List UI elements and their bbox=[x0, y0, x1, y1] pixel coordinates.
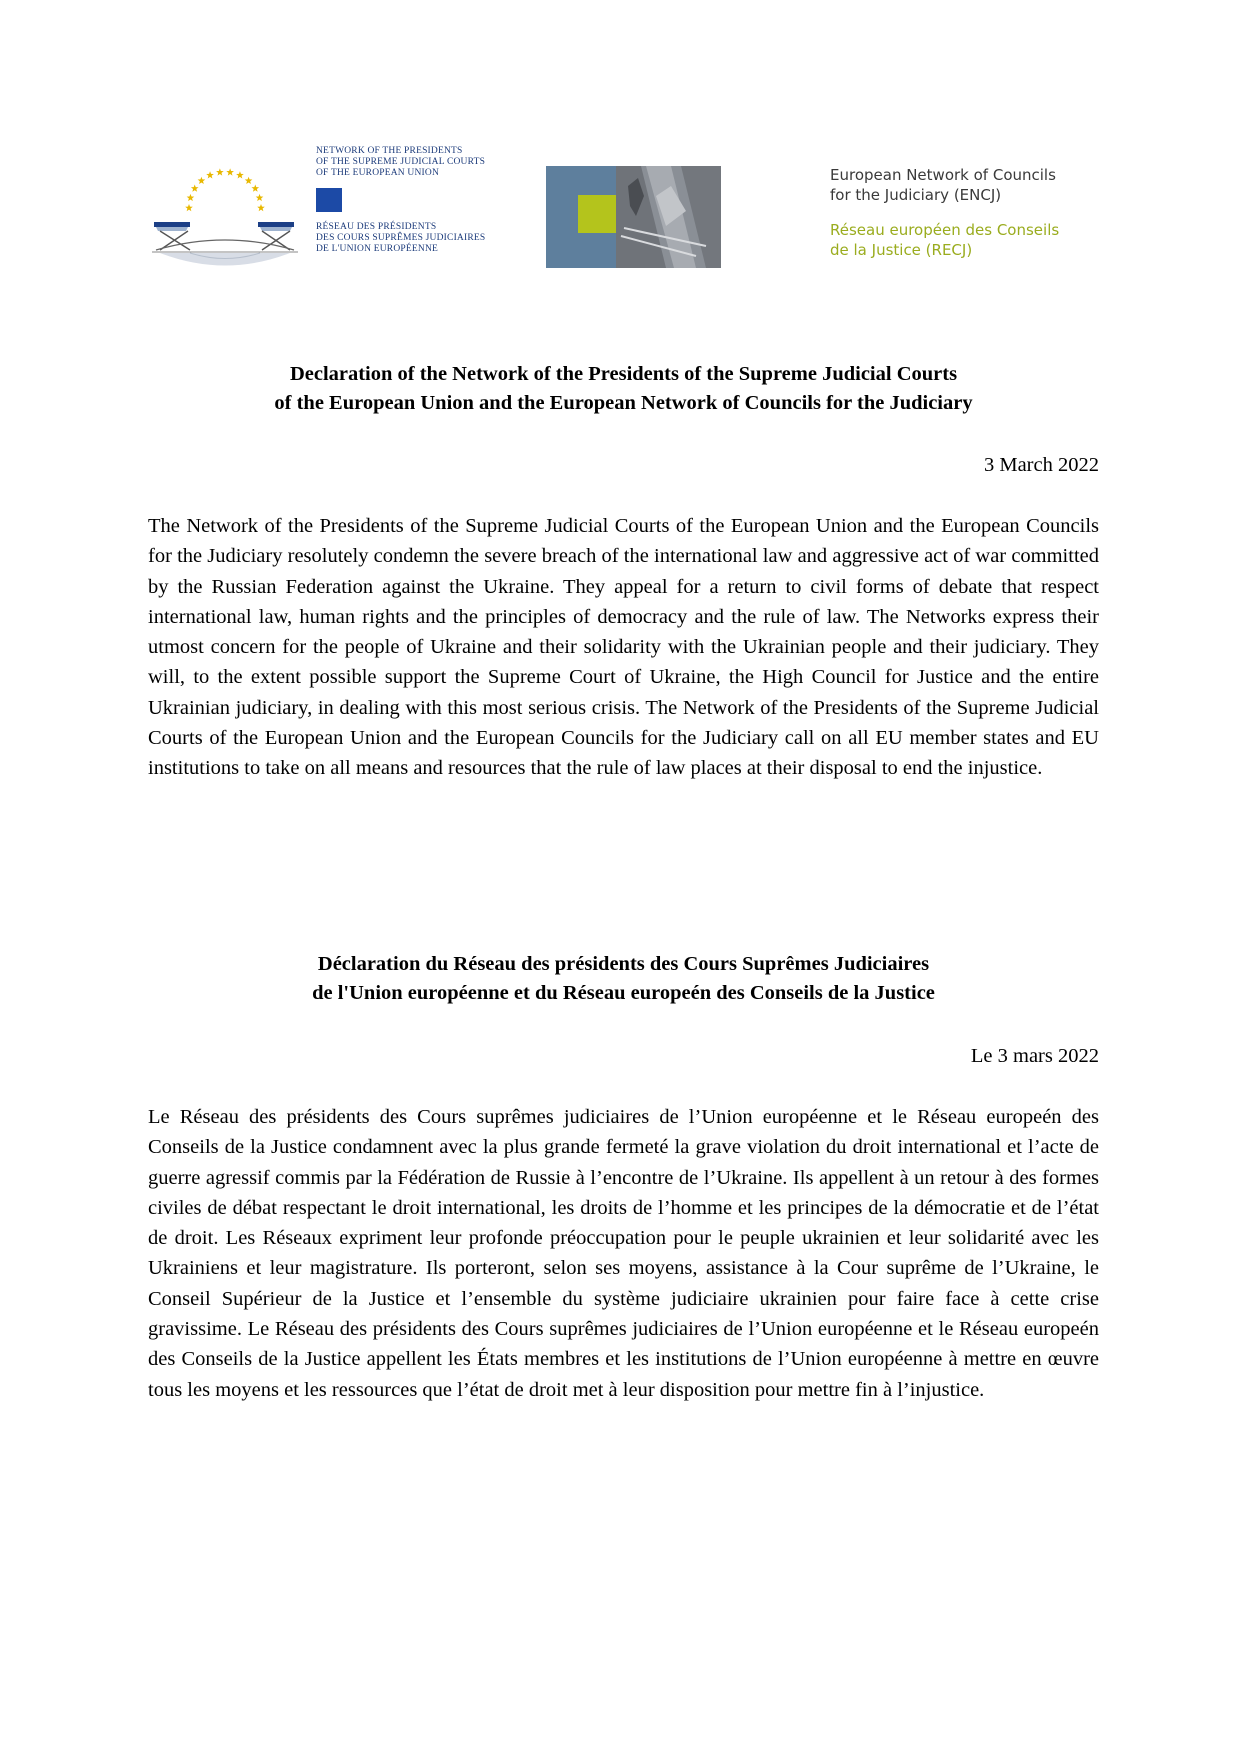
encj-fr-line: de la Justice (RECJ) bbox=[830, 241, 973, 259]
star-icon bbox=[185, 204, 193, 211]
letterhead bbox=[0, 0, 1241, 300]
encj-name-en bbox=[830, 165, 1130, 205]
chairs-icon bbox=[152, 222, 298, 266]
title-line: Declaration of the Network of the Presidents of the Supreme Judicial Courts bbox=[289, 363, 958, 385]
title-line: de l'Union européenne et du Réseau europeén des Conseils de la Justice bbox=[312, 982, 935, 1004]
star-icon bbox=[245, 177, 253, 184]
np-fr-line: DE L'UNION EUROPÉENNE bbox=[316, 244, 439, 254]
star-icon bbox=[256, 194, 264, 201]
star-icon bbox=[187, 194, 195, 201]
star-icon bbox=[257, 204, 265, 211]
encj-logo-image bbox=[546, 166, 721, 268]
network-presidents-emblem bbox=[150, 160, 300, 272]
np-en-line: OF THE SUPREME JUDICIAL COURTS bbox=[316, 157, 486, 167]
title-line: Déclaration du Réseau des présidents des Cours Suprêmes Judiciaires bbox=[317, 953, 930, 975]
network-presidents-name bbox=[316, 146, 516, 255]
encj-name-fr bbox=[830, 220, 1130, 260]
english-declaration-date: 3 March 2022 bbox=[983, 454, 1099, 476]
encj-name bbox=[830, 165, 1130, 260]
encj-fr-line: Réseau européen des Conseils bbox=[830, 221, 1060, 239]
eu-flag-square-icon bbox=[316, 188, 342, 212]
english-declaration-body: The Network of the Presidents of the Supreme Judicial Courts of the European Union and the European Councils for the Judiciary resolutely condemn the severe breach of the international law and aggressive act of war committed by the Russian Federation against the Ukraine. They appeal for a return to civil forms of debate that respect international law, human rights and the principles of democracy and the rule of law. The Networks express their utmost concern for the people of Ukraine and their solidarity with the Ukrainian people and their judiciary. They will, to the extent possible support the Supreme Court of Ukraine, the High Council for Justice and the entire Ukrainian judiciary, in dealing with this most serious crisis. The Network of the Presidents of the Supreme Judicial Courts of the European Union and the European Councils for the Judiciary call on all EU member states and EU institutions to take on all means and resources that the rule of law places at their disposal to end the injustice. bbox=[148, 515, 1099, 780]
french-declaration-body: Le Réseau des présidents des Cours suprêmes judiciaires de l’Union européenne et le Réseau europeén des Conseils de la Justice condamnent avec la plus grande fermeté la grave violation du droit international et l’acte de guerre agressif commis par la Fédération de Russie à l’encontre de l’Ukraine. Ils appellent à un retour à des formes civiles de débat respectant le droit international, les droits de l’homme et les principes de la démocratie et de l’état de droit. Les Réseaux expriment leur profonde préoccupation pour le peuple ukrainien et leur solidarité avec les Ukrainiens et leur magistrature. Ils porteront, selon ses moyens, assistance à la Cour suprême de l’Ukraine, le Conseil Supérieur de la Justice et l’ensemble du système judiciaire ukrainien pour faire face à cette crise gravissime. Le Réseau des présidents des Cours suprêmes judiciaires de l’Union européenne et le Réseau europeén des Conseils de la Justice appellent les États membres et les institutions de l’Union européenne à mettre en œuvre tous les moyens et les ressources que l’état de droit met à leur disposition pour mettre fin à l’injustice. bbox=[148, 1106, 1099, 1401]
encj-en-line: for the Judiciary (ENCJ) bbox=[830, 186, 1002, 204]
star-icon bbox=[198, 177, 206, 184]
title-line: of the European Union and the European Network of Councils for the Judiciary bbox=[274, 392, 973, 414]
star-icon bbox=[191, 185, 199, 192]
star-icon bbox=[206, 171, 214, 178]
star-icon bbox=[216, 168, 224, 175]
np-en-line: NETWORK OF THE PRESIDENTS bbox=[316, 146, 463, 156]
np-fr-line: DES COURS SUPRÊMES JUDICIAIRES bbox=[316, 233, 486, 243]
english-declaration-title bbox=[148, 360, 1099, 418]
star-icon bbox=[251, 185, 259, 192]
np-en-line: OF THE EUROPEAN UNION bbox=[316, 168, 440, 178]
star-icon bbox=[226, 168, 234, 175]
np-fr-line: RÉSEAU DES PRÉSIDENTS bbox=[316, 222, 437, 232]
french-declaration-title bbox=[148, 950, 1099, 1008]
encj-en-line: European Network of Councils bbox=[830, 166, 1056, 184]
stars-arc-icon bbox=[185, 168, 265, 211]
french-declaration-date: Le 3 mars 2022 bbox=[970, 1045, 1099, 1067]
star-icon bbox=[236, 171, 244, 178]
